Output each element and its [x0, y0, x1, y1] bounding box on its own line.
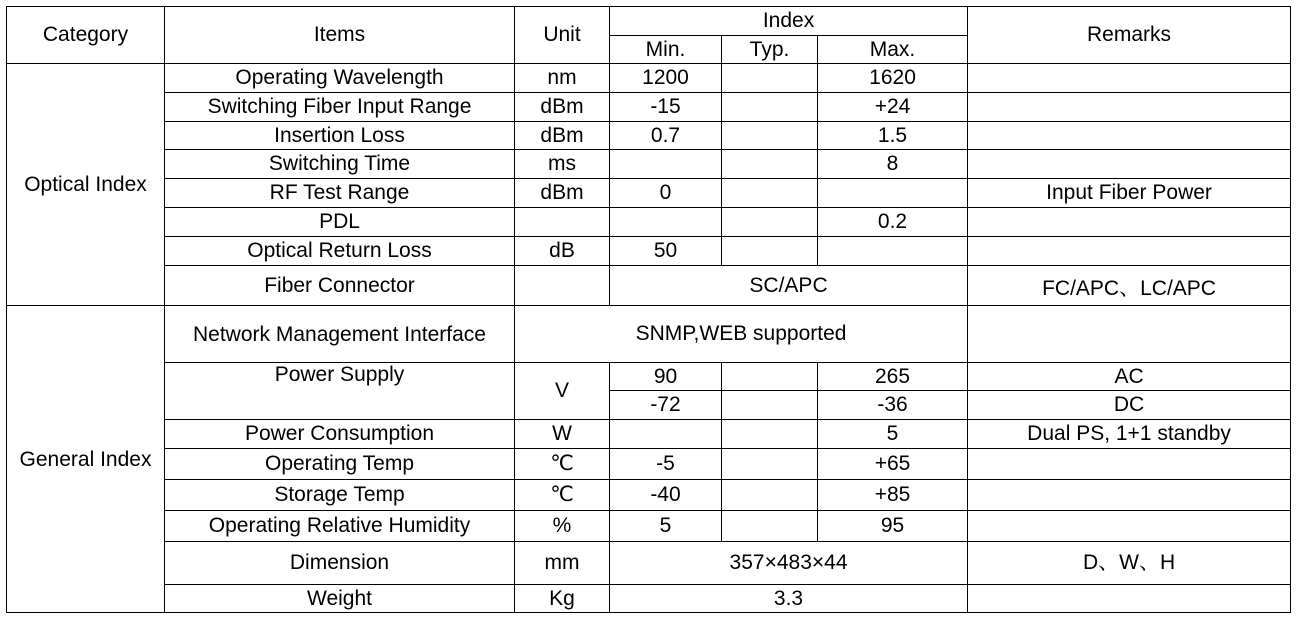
remark-cell [968, 480, 1291, 511]
max-cell: +65 [818, 449, 968, 480]
typ-cell [722, 93, 818, 122]
table-row [7, 179, 1291, 208]
min-cell: 0 [610, 179, 722, 208]
min-cell: 1200 [610, 64, 722, 93]
typ-cell [722, 391, 818, 420]
min-cell: -40 [610, 480, 722, 511]
typ-cell [722, 150, 818, 179]
header-min: Min. [610, 36, 722, 64]
typ-cell [722, 449, 818, 480]
table-row [7, 449, 1291, 480]
item-cell: Weight [165, 585, 515, 613]
header-remarks: Remarks [968, 7, 1291, 64]
unit-cell: V [515, 363, 610, 420]
table-row [7, 363, 1291, 391]
min-cell: -72 [610, 391, 722, 420]
header-row [7, 7, 1291, 36]
item-cell: Operating Wavelength [165, 64, 515, 93]
max-cell: 8 [818, 150, 968, 179]
remark-cell [968, 150, 1291, 179]
table-row [7, 306, 1291, 363]
unit-cell: ms [515, 150, 610, 179]
min-cell [610, 208, 722, 237]
typ-cell [722, 237, 818, 266]
table-row [7, 542, 1291, 585]
remark-cell: FC/APC、LC/APC [968, 266, 1291, 306]
table-row [7, 122, 1291, 150]
typ-cell [722, 64, 818, 93]
min-cell: 5 [610, 511, 722, 542]
item-cell: Fiber Connector [165, 266, 515, 306]
typ-cell [722, 208, 818, 237]
header-max: Max. [818, 36, 968, 64]
item-cell: RF Test Range [165, 179, 515, 208]
max-cell: 0.2 [818, 208, 968, 237]
unit-cell [515, 266, 610, 306]
spec-table [6, 6, 1291, 613]
table-row [7, 208, 1291, 237]
header-category: Category [7, 7, 165, 64]
remark-cell [968, 237, 1291, 266]
item-cell: Dimension [165, 542, 515, 585]
value-cell: 357×483×44 [610, 542, 968, 585]
min-cell [610, 150, 722, 179]
max-cell: +85 [818, 480, 968, 511]
max-cell: 265 [818, 363, 968, 391]
remark-cell: Input Fiber Power [968, 179, 1291, 208]
max-cell: 5 [818, 420, 968, 449]
remark-cell: AC [968, 363, 1291, 391]
remark-cell: DC [968, 391, 1291, 420]
unit-cell: ℃ [515, 449, 610, 480]
typ-cell [722, 122, 818, 150]
min-cell: 0.7 [610, 122, 722, 150]
min-cell: -15 [610, 93, 722, 122]
remark-cell [968, 511, 1291, 542]
max-cell: 1620 [818, 64, 968, 93]
remark-cell [968, 585, 1291, 613]
item-cell: Network Management Interface [165, 306, 515, 363]
remark-cell [968, 208, 1291, 237]
table-row [7, 266, 1291, 306]
max-cell: -36 [818, 391, 968, 420]
unit-cell: nm [515, 64, 610, 93]
header-index: Index [610, 7, 968, 36]
min-cell [610, 420, 722, 449]
value-cell: SNMP,WEB supported [515, 306, 968, 363]
unit-cell: dBm [515, 179, 610, 208]
unit-cell: dBm [515, 122, 610, 150]
table-row [7, 150, 1291, 179]
max-cell [818, 237, 968, 266]
item-cell: Operating Relative Humidity [165, 511, 515, 542]
header-typ: Typ. [722, 36, 818, 64]
item-cell: Power Supply [165, 363, 515, 420]
remark-cell [968, 122, 1291, 150]
item-cell: Insertion Loss [165, 122, 515, 150]
unit-cell: mm [515, 542, 610, 585]
unit-cell: Kg [515, 585, 610, 613]
value-cell: SC/APC [610, 266, 968, 306]
table-row [7, 64, 1291, 93]
unit-cell: ℃ [515, 480, 610, 511]
unit-cell: dBm [515, 93, 610, 122]
typ-cell [722, 179, 818, 208]
max-cell: +24 [818, 93, 968, 122]
table-row [7, 480, 1291, 511]
unit-cell: dB [515, 237, 610, 266]
header-items: Items [165, 7, 515, 64]
item-cell: Switching Fiber Input Range [165, 93, 515, 122]
table-row [7, 93, 1291, 122]
remark-cell [968, 449, 1291, 480]
category-general: General Index [7, 306, 165, 613]
typ-cell [722, 480, 818, 511]
item-cell: Switching Time [165, 150, 515, 179]
min-cell: -5 [610, 449, 722, 480]
table-row [7, 420, 1291, 449]
table-row [7, 585, 1291, 613]
unit-cell: % [515, 511, 610, 542]
max-cell: 95 [818, 511, 968, 542]
remark-cell: D、W、H [968, 542, 1291, 585]
remark-cell [968, 93, 1291, 122]
remark-cell [968, 306, 1291, 363]
header-unit: Unit [515, 7, 610, 64]
remark-cell [968, 64, 1291, 93]
unit-cell [515, 208, 610, 237]
table-row [7, 511, 1291, 542]
typ-cell [722, 420, 818, 449]
remark-cell: Dual PS, 1+1 standby [968, 420, 1291, 449]
item-cell: Operating Temp [165, 449, 515, 480]
typ-cell [722, 363, 818, 391]
value-cell: 3.3 [610, 585, 968, 613]
table-row [7, 237, 1291, 266]
max-cell [818, 179, 968, 208]
item-cell: PDL [165, 208, 515, 237]
item-cell: Optical Return Loss [165, 237, 515, 266]
typ-cell [722, 511, 818, 542]
max-cell: 1.5 [818, 122, 968, 150]
item-cell: Storage Temp [165, 480, 515, 511]
min-cell: 50 [610, 237, 722, 266]
min-cell: 90 [610, 363, 722, 391]
category-optical: Optical Index [7, 64, 165, 306]
unit-cell: W [515, 420, 610, 449]
item-cell: Power Consumption [165, 420, 515, 449]
